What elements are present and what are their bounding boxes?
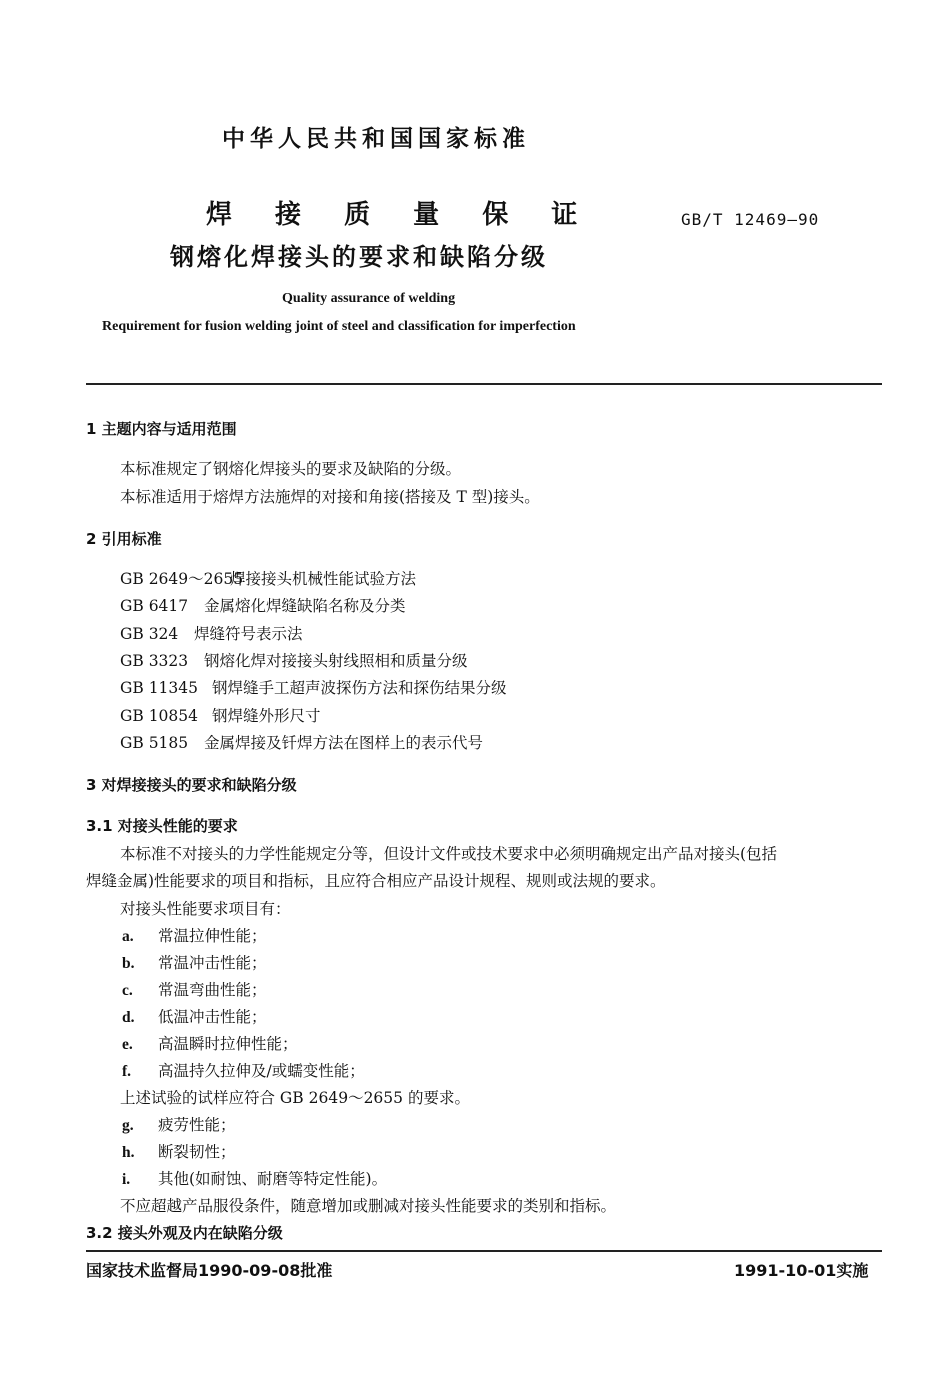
list-item-text: 常温弯曲性能； (158, 981, 267, 999)
section-3-2-heading: 3.2 接头外观及内在缺陷分级 (86, 1224, 283, 1242)
section-1-heading: 1 主题内容与适用范围 (86, 420, 237, 438)
list-item (122, 924, 267, 946)
section-3-heading: 3 对焊接接头的要求和缺陷分级 (86, 776, 297, 794)
reference-code: GB 3323 (120, 652, 189, 670)
section-3-1-para-2: 对接头性能要求项目有： (120, 900, 291, 918)
list-item-label: a. (122, 928, 134, 945)
list-item-text: 常温冲击性能； (158, 954, 267, 972)
reference-title: 钢焊缝外形尺寸 (212, 707, 321, 725)
section-1-para-2: 本标准适用于熔焊方法施焊的对接和角接(搭接及 T 型)接头。 (120, 488, 540, 506)
list-item (122, 1167, 387, 1189)
list-item-label: i. (122, 1171, 131, 1188)
section-3-1-heading: 3.1 对接头性能的要求 (86, 817, 238, 835)
reference-title: 钢熔化焊对接接头射线照相和质量分级 (204, 652, 468, 670)
effective-date: 1991-10-01实施 (734, 1261, 869, 1280)
section-3-1-para-1b: 焊缝金属)性能要求的项目和指标，且应符合相应产品设计规程、规则或法规的要求。 (86, 872, 666, 890)
list-item-text: 断裂韧性； (158, 1143, 236, 1161)
section-1-para-1: 本标准规定了钢熔化焊接头的要求及缺陷的分级。 (120, 460, 462, 478)
list-item-label: b. (122, 955, 135, 972)
list-item (122, 978, 267, 1000)
reference-item (120, 622, 303, 644)
reference-item (120, 649, 468, 671)
reference-item (120, 594, 406, 616)
list-item (122, 1113, 236, 1135)
standard-code: GB/T 12469—90 (681, 210, 820, 229)
list-item-text: 低温冲击性能； (158, 1008, 267, 1026)
reference-title: 钢焊缝手工超声波探伤方法和探伤结果分级 (212, 679, 507, 697)
list-item-text: 其他(如耐蚀、耐磨等特定性能)。 (158, 1170, 388, 1188)
reference-title: 金属焊接及钎焊方法在图样上的表示代号 (204, 734, 484, 752)
reference-code: GB 6417 (120, 597, 189, 615)
list-item-label: e. (122, 1036, 133, 1053)
section-3-1-para-1a: 本标准不对接头的力学性能规定分等，但设计文件或技术要求中必须明确规定出产品对接头(包括 (120, 845, 778, 863)
reference-code: GB 11345 (120, 679, 199, 697)
doc-title-line2: 钢熔化焊接头的要求和缺陷分级 (170, 243, 548, 271)
list-item-label: c. (122, 982, 133, 999)
list-item-text: 高温瞬时拉伸性能； (158, 1035, 298, 1053)
top-rule (86, 383, 882, 385)
reference-code: GB 324 (120, 625, 179, 643)
doc-title-line1: 焊 接 质 量 保 证 (206, 200, 595, 230)
list-item-label: h. (122, 1144, 135, 1161)
reference-item (120, 567, 416, 589)
reference-item (120, 731, 483, 753)
list-item-text: 疲劳性能； (158, 1116, 236, 1134)
reference-title: 焊缝符号表示法 (194, 625, 303, 643)
reference-code: GB 5185 (120, 734, 189, 752)
list-item (122, 1059, 365, 1081)
list-item-label: f. (122, 1063, 132, 1080)
reference-item (120, 676, 507, 698)
reference-title: 焊接接头机械性能试验方法 (230, 570, 417, 588)
list-item-label: g. (122, 1117, 134, 1134)
bottom-rule (86, 1250, 882, 1252)
list-item (122, 1005, 267, 1027)
section-2-heading: 2 引用标准 (86, 530, 162, 548)
section-3-1-note: 上述试验的试样应符合 GB 2649～2655 的要求。 (120, 1089, 470, 1107)
reference-code: GB 2649～2655 (120, 570, 244, 588)
en-title-line1: Quality assurance of welding (282, 291, 456, 306)
list-item-text: 高温持久拉伸及/或蠕变性能； (158, 1062, 365, 1080)
list-item (122, 1032, 298, 1054)
reference-item (120, 704, 321, 726)
list-item (122, 1140, 236, 1162)
approval-note: 国家技术监督局1990-09-08批准 (86, 1261, 333, 1280)
reference-code: GB 10854 (120, 707, 199, 725)
section-3-1-para-3: 不应超越产品服役条件，随意增加或删减对接头性能要求的类别和指标。 (120, 1197, 617, 1215)
org-title: 中华人民共和国国家标准 (222, 126, 530, 152)
en-title-line2: Requirement for fusion welding joint of steel and classification for imperfection (102, 319, 576, 334)
reference-title: 金属熔化焊缝缺陷名称及分类 (204, 597, 406, 615)
list-item-label: d. (122, 1009, 135, 1026)
list-item (122, 951, 267, 973)
list-item-text: 常温拉伸性能； (158, 927, 267, 945)
